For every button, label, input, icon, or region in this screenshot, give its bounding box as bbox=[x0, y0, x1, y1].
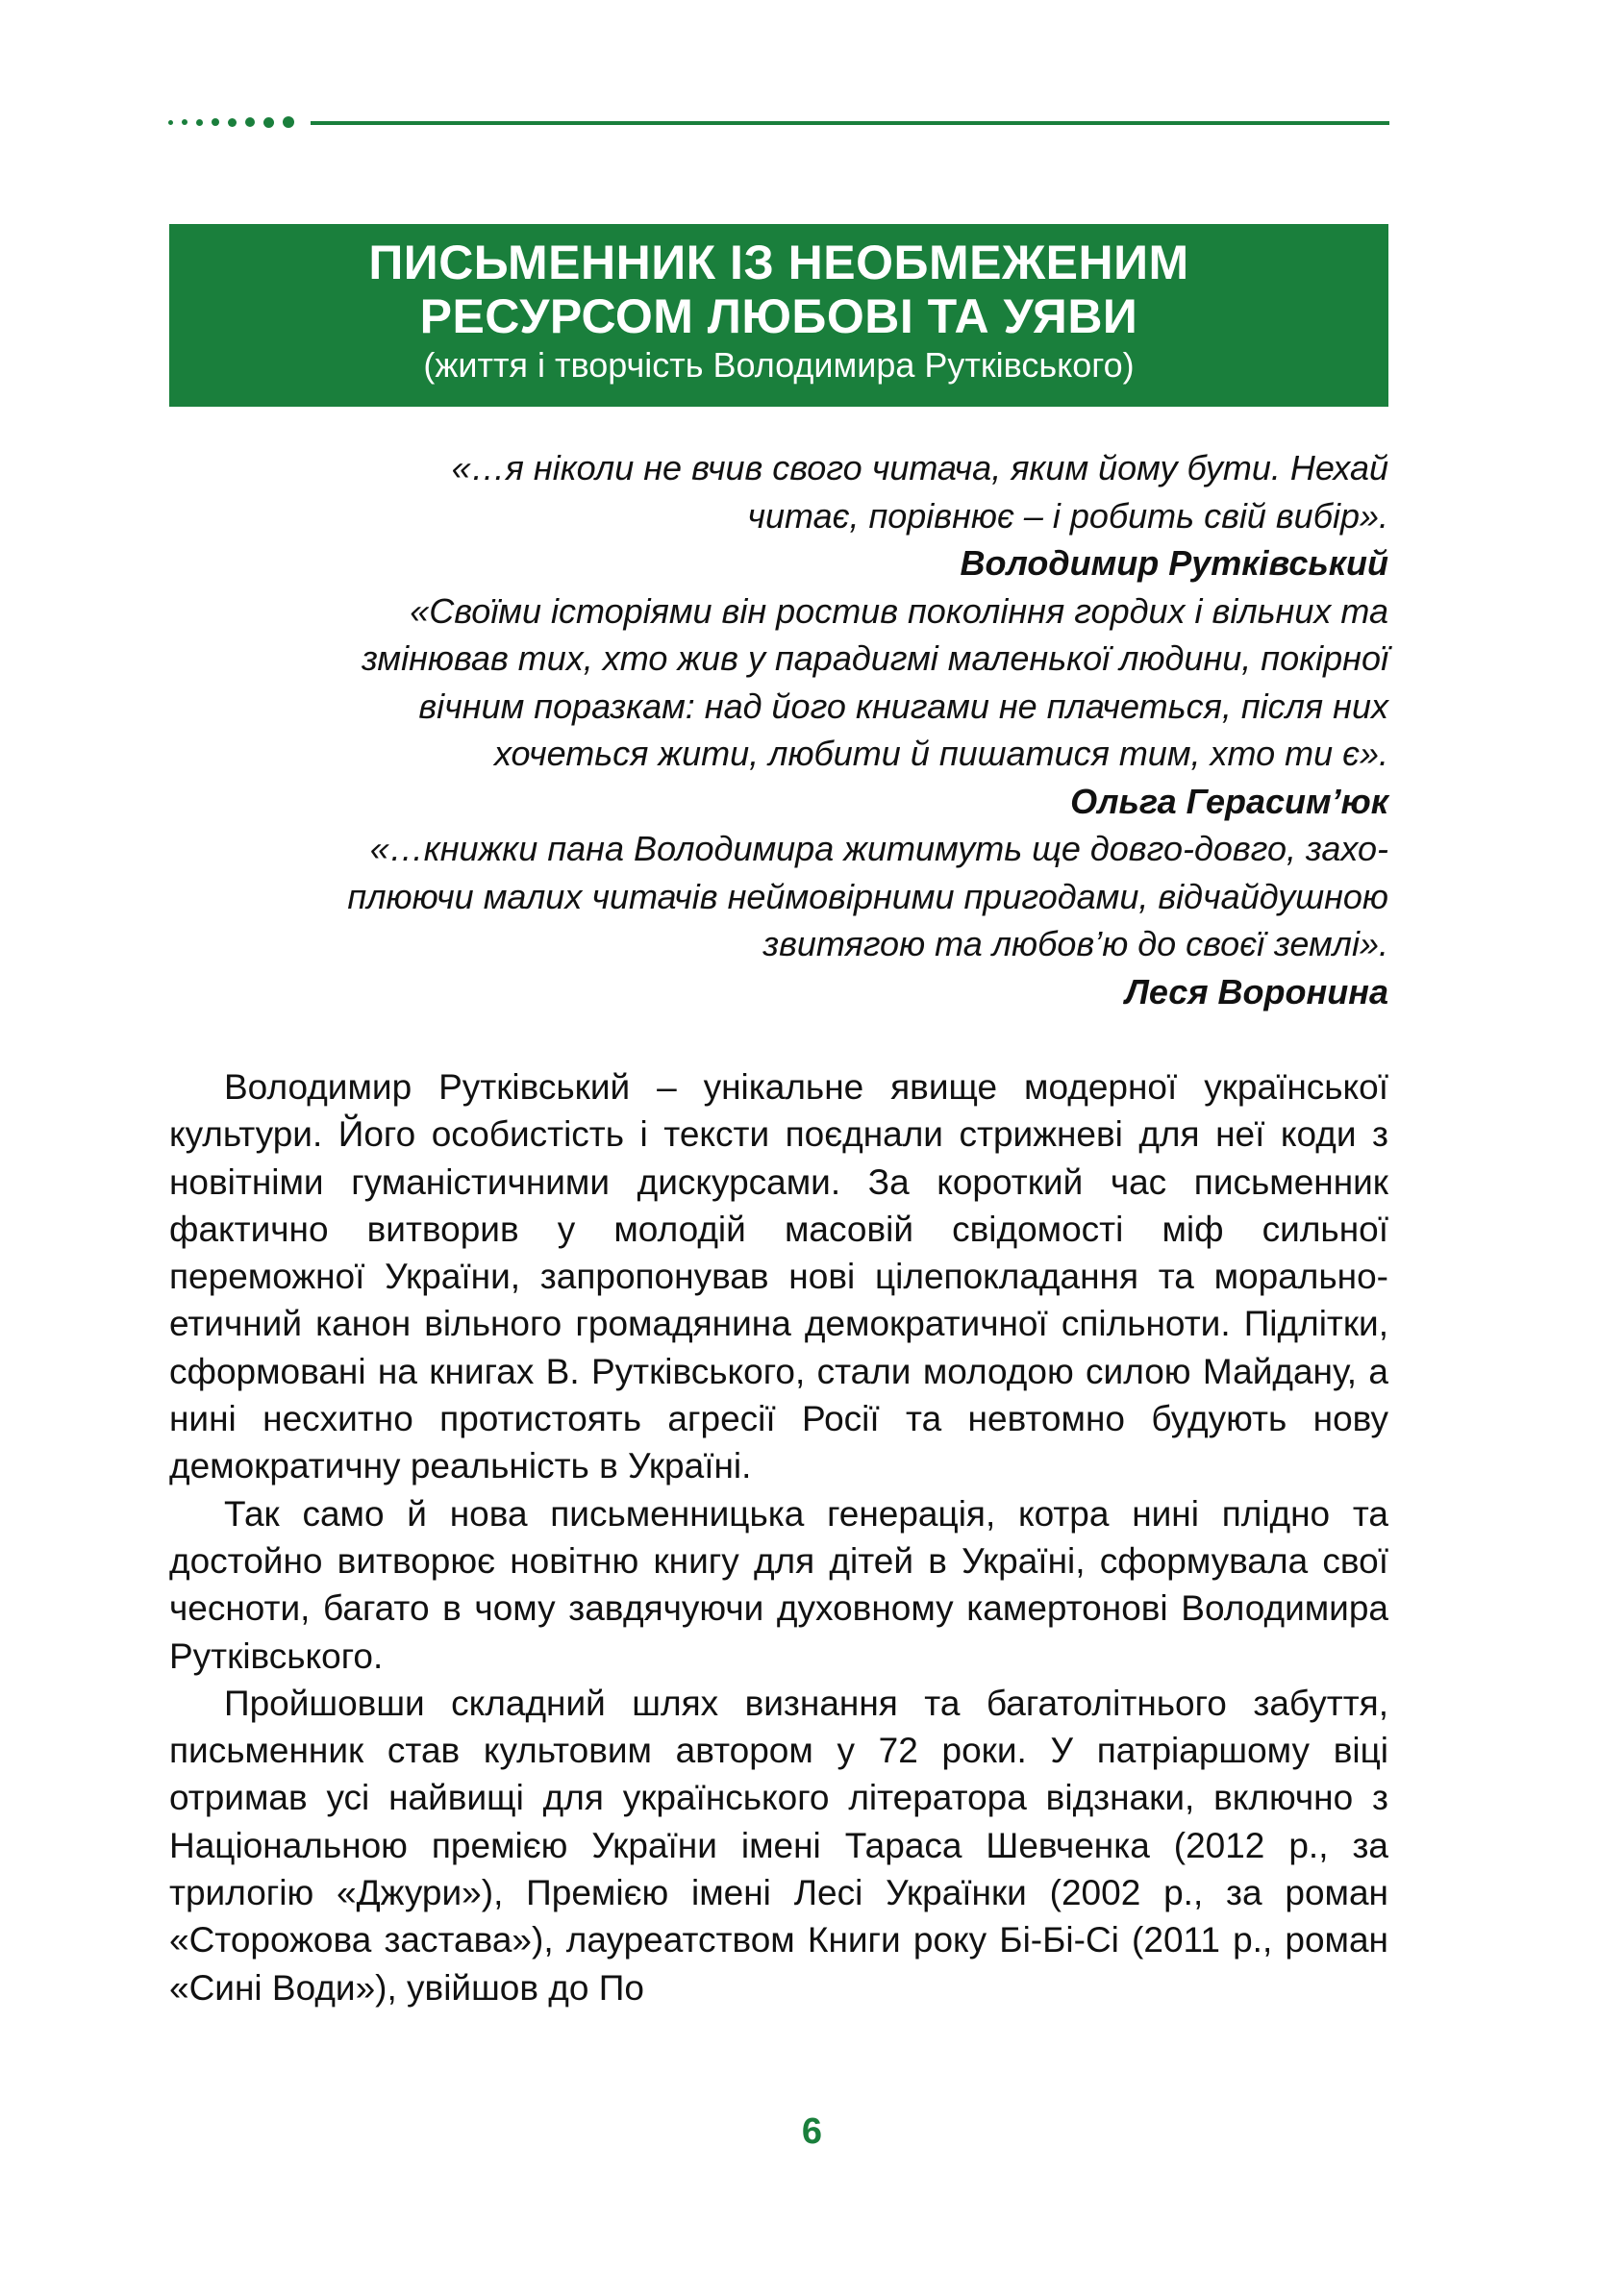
epigraph-author: Володимир Рутківський bbox=[960, 543, 1388, 583]
dot bbox=[263, 117, 274, 128]
paragraph: Так само й нова письменницька генерація, котра нині плідно та достойно витворює новітню книгу для дітей в Україні, сформувала свої чесноти, багато в чому завдячуючи духовному камертонові Володимира Рутківського. bbox=[169, 1493, 1388, 1676]
paragraph: Володимир Рутківський – унікальне явище модерної української культури. Його особистість і тексти поєднали стрижневі для неї коди з новітніми гуманістичними дискурсами. За короткий час письменник фактично витворив у молодій масовій свідомості міф сильної переможної України, запропонував нові цілепокладання та морально-етичний канон вільного громадянина демократичної спільноти. Підлітки, сформовані на книгах В. Рутківського, стали молодою силою Майдану, а нині несхитно протистоять агресії Росії та невтомно будують нову демократичну реальність в Україні. bbox=[169, 1067, 1388, 1486]
epigraphs bbox=[169, 444, 1388, 1015]
top-decorative-rule bbox=[168, 112, 1389, 132]
epigraph-3 bbox=[169, 825, 1388, 1015]
dot bbox=[196, 119, 203, 126]
epigraph-line: плюючи малих читачів неймовірними пригодами, відчайдушною bbox=[347, 876, 1388, 916]
dot bbox=[168, 120, 173, 125]
title-line-1: ПИСЬМЕННИК ІЗ НЕОБМЕЖЕНИМ bbox=[368, 236, 1189, 289]
epigraph-line: хочеться жити, любити й пишатися тим, хто ти є». bbox=[493, 734, 1388, 773]
epigraph-1 bbox=[169, 444, 1388, 587]
epigraph-author: Ольга Герасим’юк bbox=[1070, 781, 1388, 821]
paragraph: Пройшовши складний шлях визнання та багатолітнього забуття, письменник став культовим автором у 72 роки. У патріаршому віці отримав усі найвищі для українського літератора відзнаки, включно з Національною премією України імені Тараса Шевченка (2012 р., за трилогію «Джури»), Премією імені Лесі Українки (2002 р., за роман «Сторожова застава»), лауреатством Книги року Бі-Бі-Сі (2011 р., роман «Сині Води»), увійшов до По bbox=[169, 1683, 1388, 2008]
epigraph-line: вічним поразкам: над його книгами не плачеться, після них bbox=[418, 686, 1388, 726]
dot bbox=[212, 118, 219, 126]
dot bbox=[182, 119, 187, 125]
dot bbox=[245, 117, 255, 127]
epigraph-line: «…я ніколи не вчив свого читача, яким йому бути. Нехай bbox=[451, 448, 1388, 487]
title-line-2: РЕСУРСОМ ЛЮБОВІ ТА УЯВИ bbox=[419, 289, 1138, 343]
epigraph-line: звитягою та любов’ю до своєї землі». bbox=[762, 924, 1388, 963]
epigraph-line: «…книжки пана Володимира житимуть ще довго-довго, захо- bbox=[369, 829, 1388, 868]
subtitle: (життя і творчість Володимира Рутківського) bbox=[423, 345, 1135, 385]
title-banner bbox=[169, 224, 1388, 407]
dot bbox=[283, 116, 294, 128]
dot bbox=[228, 118, 237, 127]
epigraph-line: «Своїми історіями він ростив покоління гордих і вільних та bbox=[410, 590, 1388, 631]
epigraph-author: Леся Воронина bbox=[1125, 971, 1388, 1011]
epigraph-line: змінював тих, хто жив у парадигмі маленької людини, покірної bbox=[362, 638, 1388, 678]
epigraph-line: читає, порівнює – і робить свій вибір». bbox=[747, 495, 1388, 536]
main-text bbox=[169, 1063, 1388, 2011]
decorative-dots bbox=[168, 112, 303, 132]
rule-line bbox=[311, 121, 1389, 125]
epigraph-2 bbox=[169, 587, 1388, 826]
page-number: 6 bbox=[801, 2111, 823, 2152]
